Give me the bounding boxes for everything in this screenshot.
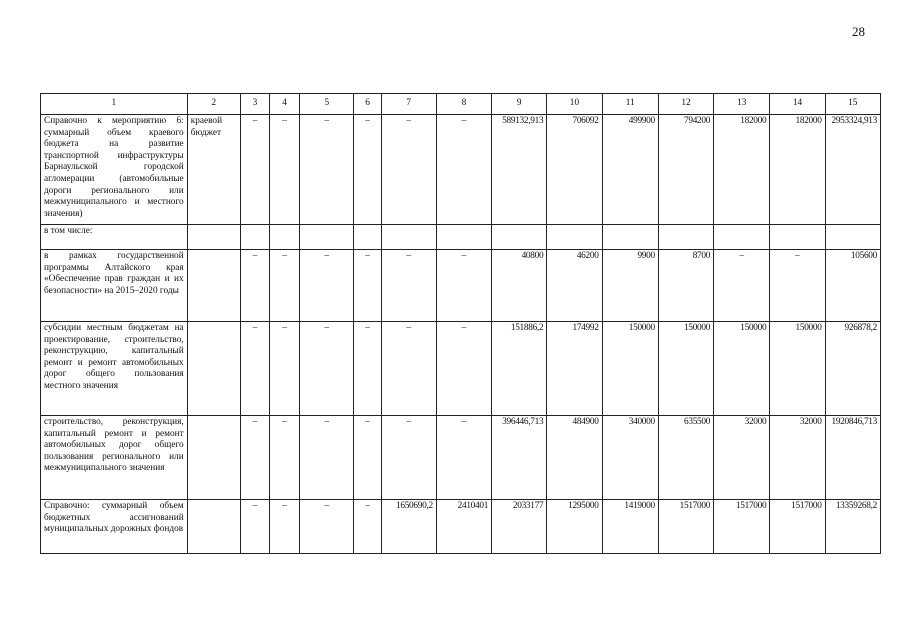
- value-cell-col-6: –: [354, 250, 381, 322]
- value-cell-col-14: 32000: [770, 416, 825, 500]
- value-cell-col-5: –: [300, 416, 354, 500]
- table-row: [41, 250, 881, 322]
- value-cell-col-12: 1517000: [658, 500, 713, 554]
- value-cell-col-8: –: [436, 250, 491, 322]
- value-cell-col-13: 32000: [714, 416, 770, 500]
- funding-source: [187, 322, 240, 416]
- value-cell-col-13: 182000: [714, 115, 770, 225]
- value-cell-col-5: –: [300, 250, 354, 322]
- value-cell-col-5: –: [300, 322, 354, 416]
- value-cell-col-9: 151886,2: [492, 322, 547, 416]
- funding-source: краевой бюджет: [187, 115, 240, 225]
- value-cell-col-6: –: [354, 416, 381, 500]
- column-header-9: 9: [492, 94, 547, 115]
- value-cell-col-15: [825, 225, 880, 250]
- header-row: [41, 94, 881, 115]
- value-cell-col-10: 706092: [547, 115, 602, 225]
- value-cell-col-6: –: [354, 115, 381, 225]
- value-cell-col-11: 499900: [602, 115, 658, 225]
- value-cell-col-11: 9900: [602, 250, 658, 322]
- value-cell-col-3: [240, 225, 269, 250]
- value-cell-col-7: –: [381, 416, 436, 500]
- value-cell-col-10: 174992: [547, 322, 602, 416]
- value-cell-col-3: –: [240, 115, 269, 225]
- value-cell-col-8: –: [436, 115, 491, 225]
- value-cell-col-14: 1517000: [770, 500, 825, 554]
- value-cell-col-12: [658, 225, 713, 250]
- value-cell-col-4: [270, 225, 300, 250]
- column-header-14: 14: [770, 94, 825, 115]
- value-cell-col-5: –: [300, 500, 354, 554]
- value-cell-col-8: –: [436, 416, 491, 500]
- table-row: [41, 225, 881, 250]
- column-header-7: 7: [381, 94, 436, 115]
- value-cell-col-4: –: [270, 115, 300, 225]
- budget-table: [40, 93, 881, 554]
- value-cell-col-10: 484900: [547, 416, 602, 500]
- value-cell-col-12: 150000: [658, 322, 713, 416]
- column-header-2: 2: [187, 94, 240, 115]
- value-cell-col-8: [436, 225, 491, 250]
- table-row: [41, 416, 881, 500]
- value-cell-col-5: [300, 225, 354, 250]
- value-cell-col-15: 1920846,713: [825, 416, 880, 500]
- row-description: субсидии местным бюджетам на проектирование, строительство, реконструкцию, капитальный ремонт и ремонт автомобильных дорог общего пользования местного значения: [41, 322, 188, 416]
- value-cell-col-9: [492, 225, 547, 250]
- value-cell-col-12: 794200: [658, 115, 713, 225]
- funding-source: [187, 250, 240, 322]
- value-cell-col-13: [714, 225, 770, 250]
- value-cell-col-11: 150000: [602, 322, 658, 416]
- table-row: [41, 322, 881, 416]
- column-header-10: 10: [547, 94, 602, 115]
- value-cell-col-4: –: [270, 322, 300, 416]
- funding-source: [187, 225, 240, 250]
- column-header-11: 11: [602, 94, 658, 115]
- value-cell-col-14: 150000: [770, 322, 825, 416]
- column-header-8: 8: [436, 94, 491, 115]
- value-cell-col-8: –: [436, 322, 491, 416]
- funding-source: [187, 500, 240, 554]
- value-cell-col-13: 150000: [714, 322, 770, 416]
- value-cell-col-15: 926878,2: [825, 322, 880, 416]
- value-cell-col-15: 13359268,2: [825, 500, 880, 554]
- value-cell-col-13: 1517000: [714, 500, 770, 554]
- value-cell-col-15: 105600: [825, 250, 880, 322]
- value-cell-col-9: 396446,713: [492, 416, 547, 500]
- value-cell-col-4: –: [270, 250, 300, 322]
- column-header-13: 13: [714, 94, 770, 115]
- value-cell-col-6: –: [354, 322, 381, 416]
- row-description: в том числе:: [41, 225, 188, 250]
- value-cell-col-15: 2953324,913: [825, 115, 880, 225]
- value-cell-col-10: [547, 225, 602, 250]
- value-cell-col-9: 40800: [492, 250, 547, 322]
- value-cell-col-3: –: [240, 322, 269, 416]
- column-header-5: 5: [300, 94, 354, 115]
- table-row: [41, 500, 881, 554]
- value-cell-col-7: –: [381, 250, 436, 322]
- value-cell-col-5: –: [300, 115, 354, 225]
- page-number: 28: [852, 24, 865, 39]
- column-header-4: 4: [270, 94, 300, 115]
- value-cell-col-6: [354, 225, 381, 250]
- value-cell-col-4: –: [270, 416, 300, 500]
- value-cell-col-14: –: [770, 250, 825, 322]
- value-cell-col-8: 2410401: [436, 500, 491, 554]
- value-cell-col-7: –: [381, 322, 436, 416]
- value-cell-col-6: –: [354, 500, 381, 554]
- value-cell-col-10: 46200: [547, 250, 602, 322]
- value-cell-col-11: 1419000: [602, 500, 658, 554]
- value-cell-col-11: [602, 225, 658, 250]
- value-cell-col-9: 589132,913: [492, 115, 547, 225]
- value-cell-col-14: [770, 225, 825, 250]
- row-description: строительство, реконструкция, капитальный ремонт и ремонт автомобильных дорог общего пользования регионального или межмуниципального значения: [41, 416, 188, 500]
- table-row: [41, 115, 881, 225]
- value-cell-col-3: –: [240, 500, 269, 554]
- column-header-12: 12: [658, 94, 713, 115]
- value-cell-col-4: –: [270, 500, 300, 554]
- value-cell-col-12: 635500: [658, 416, 713, 500]
- value-cell-col-7: 1650690,2: [381, 500, 436, 554]
- value-cell-col-3: –: [240, 416, 269, 500]
- row-description: Справочно: суммарный объем бюджетных ассигнований муниципальных дорожных фондов: [41, 500, 188, 554]
- column-header-3: 3: [240, 94, 269, 115]
- value-cell-col-13: –: [714, 250, 770, 322]
- value-cell-col-10: 1295000: [547, 500, 602, 554]
- column-header-6: 6: [354, 94, 381, 115]
- value-cell-col-14: 182000: [770, 115, 825, 225]
- value-cell-col-7: –: [381, 115, 436, 225]
- row-description: Справочно к мероприятию 6: суммарный объем краевого бюджета на развитие транспортной инфраструктуры Барнаульской городской агломерации (автомобильные дороги регионального или межмуниципального и местного значения): [41, 115, 188, 225]
- value-cell-col-3: –: [240, 250, 269, 322]
- column-header-15: 15: [825, 94, 880, 115]
- column-header-1: 1: [41, 94, 188, 115]
- value-cell-col-12: 8700: [658, 250, 713, 322]
- value-cell-col-11: 340000: [602, 416, 658, 500]
- row-description: в рамках государственной программы Алтайского края «Обеспечение прав граждан и их безопасности» на 2015–2020 годы: [41, 250, 188, 322]
- funding-source: [187, 416, 240, 500]
- value-cell-col-7: [381, 225, 436, 250]
- value-cell-col-9: 2033177: [492, 500, 547, 554]
